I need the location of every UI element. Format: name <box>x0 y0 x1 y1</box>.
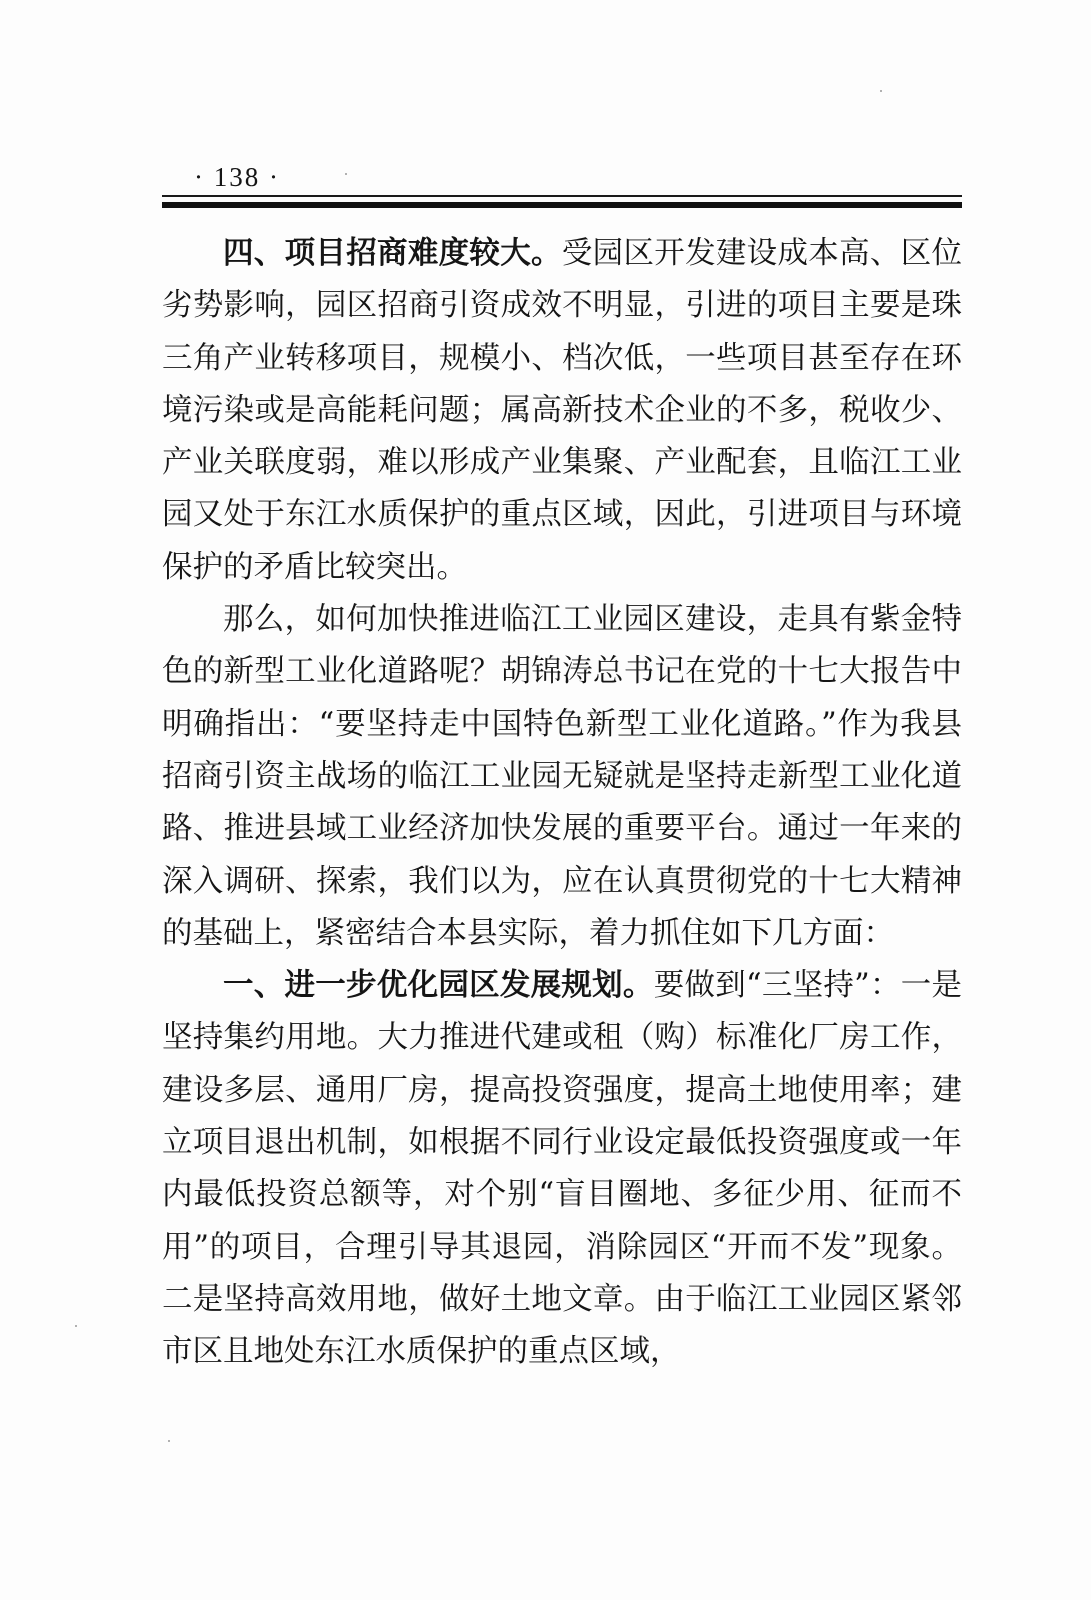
paragraph-text: 那么，如何加快推进临江工业园区建设，走具有紫金特色的新型工业化道路呢？胡锦涛总书记在党的十七大报告中明确指出：“要坚持走中国特色新型工业化道路。”作为我县招商引资主战场的临江工业园无疑就是坚持走新型工业化道路、推进县域工业经济加快发展的重要平台。通过一年来的深入调研、探索，我们以为，应在认真贯彻党的十七大精神的基础上，紧密结合本县实际，着力抓住如下几方面： <box>162 602 962 951</box>
paragraph-text: 要做到“三坚持”：一是坚持集约用地。大力推进代建或租（购）标准化厂房工作，建设多层、通用厂房，提高投资强度，提高土地使用率；建立项目退出机制，如根据不同行业设定最低投资强度或一年内最低投资总额等，对个别“盲目圈地、多征少用、征而不用”的项目，合理引导其退园，消除园区“开而不发”现象。二是坚持高效用地，做好土地文章。由于临江工业园区紧邻市区且地处东江水质保护的重点区域， <box>162 968 963 1370</box>
scan-speck <box>345 173 347 175</box>
header-rule-thin <box>162 195 962 197</box>
header-rule-thick <box>162 202 962 208</box>
paragraph-optimize-planning <box>162 960 962 1378</box>
paragraph-heading: 一、进一步优化园区发展规划。 <box>223 968 654 1004</box>
body-text <box>162 228 962 1379</box>
paragraph-new-industrialization <box>162 594 962 960</box>
paragraph-project-investment <box>162 228 962 594</box>
paragraph-text: 受园区开发建设成本高、区位劣势影响，园区招商引资成效不明显，引进的项目主要是珠三角产业转移项目，规模小、档次低，一些项目甚至存在环境污染或是高能耗问题；属高新技术企业的不多，税收少、产业关联度弱，难以形成产业集聚、产业配套，且临江工业园又处于东江水质保护的重点区域，因此，引进项目与环境保护的矛盾比较突出。 <box>162 236 963 585</box>
scan-speck <box>880 90 882 92</box>
scan-speck <box>168 1440 170 1442</box>
paragraph-heading: 四、项目招商难度较大。 <box>223 236 562 271</box>
scan-speck <box>75 1325 77 1327</box>
page-header <box>162 160 962 200</box>
page-number: · 138 · <box>194 162 280 192</box>
